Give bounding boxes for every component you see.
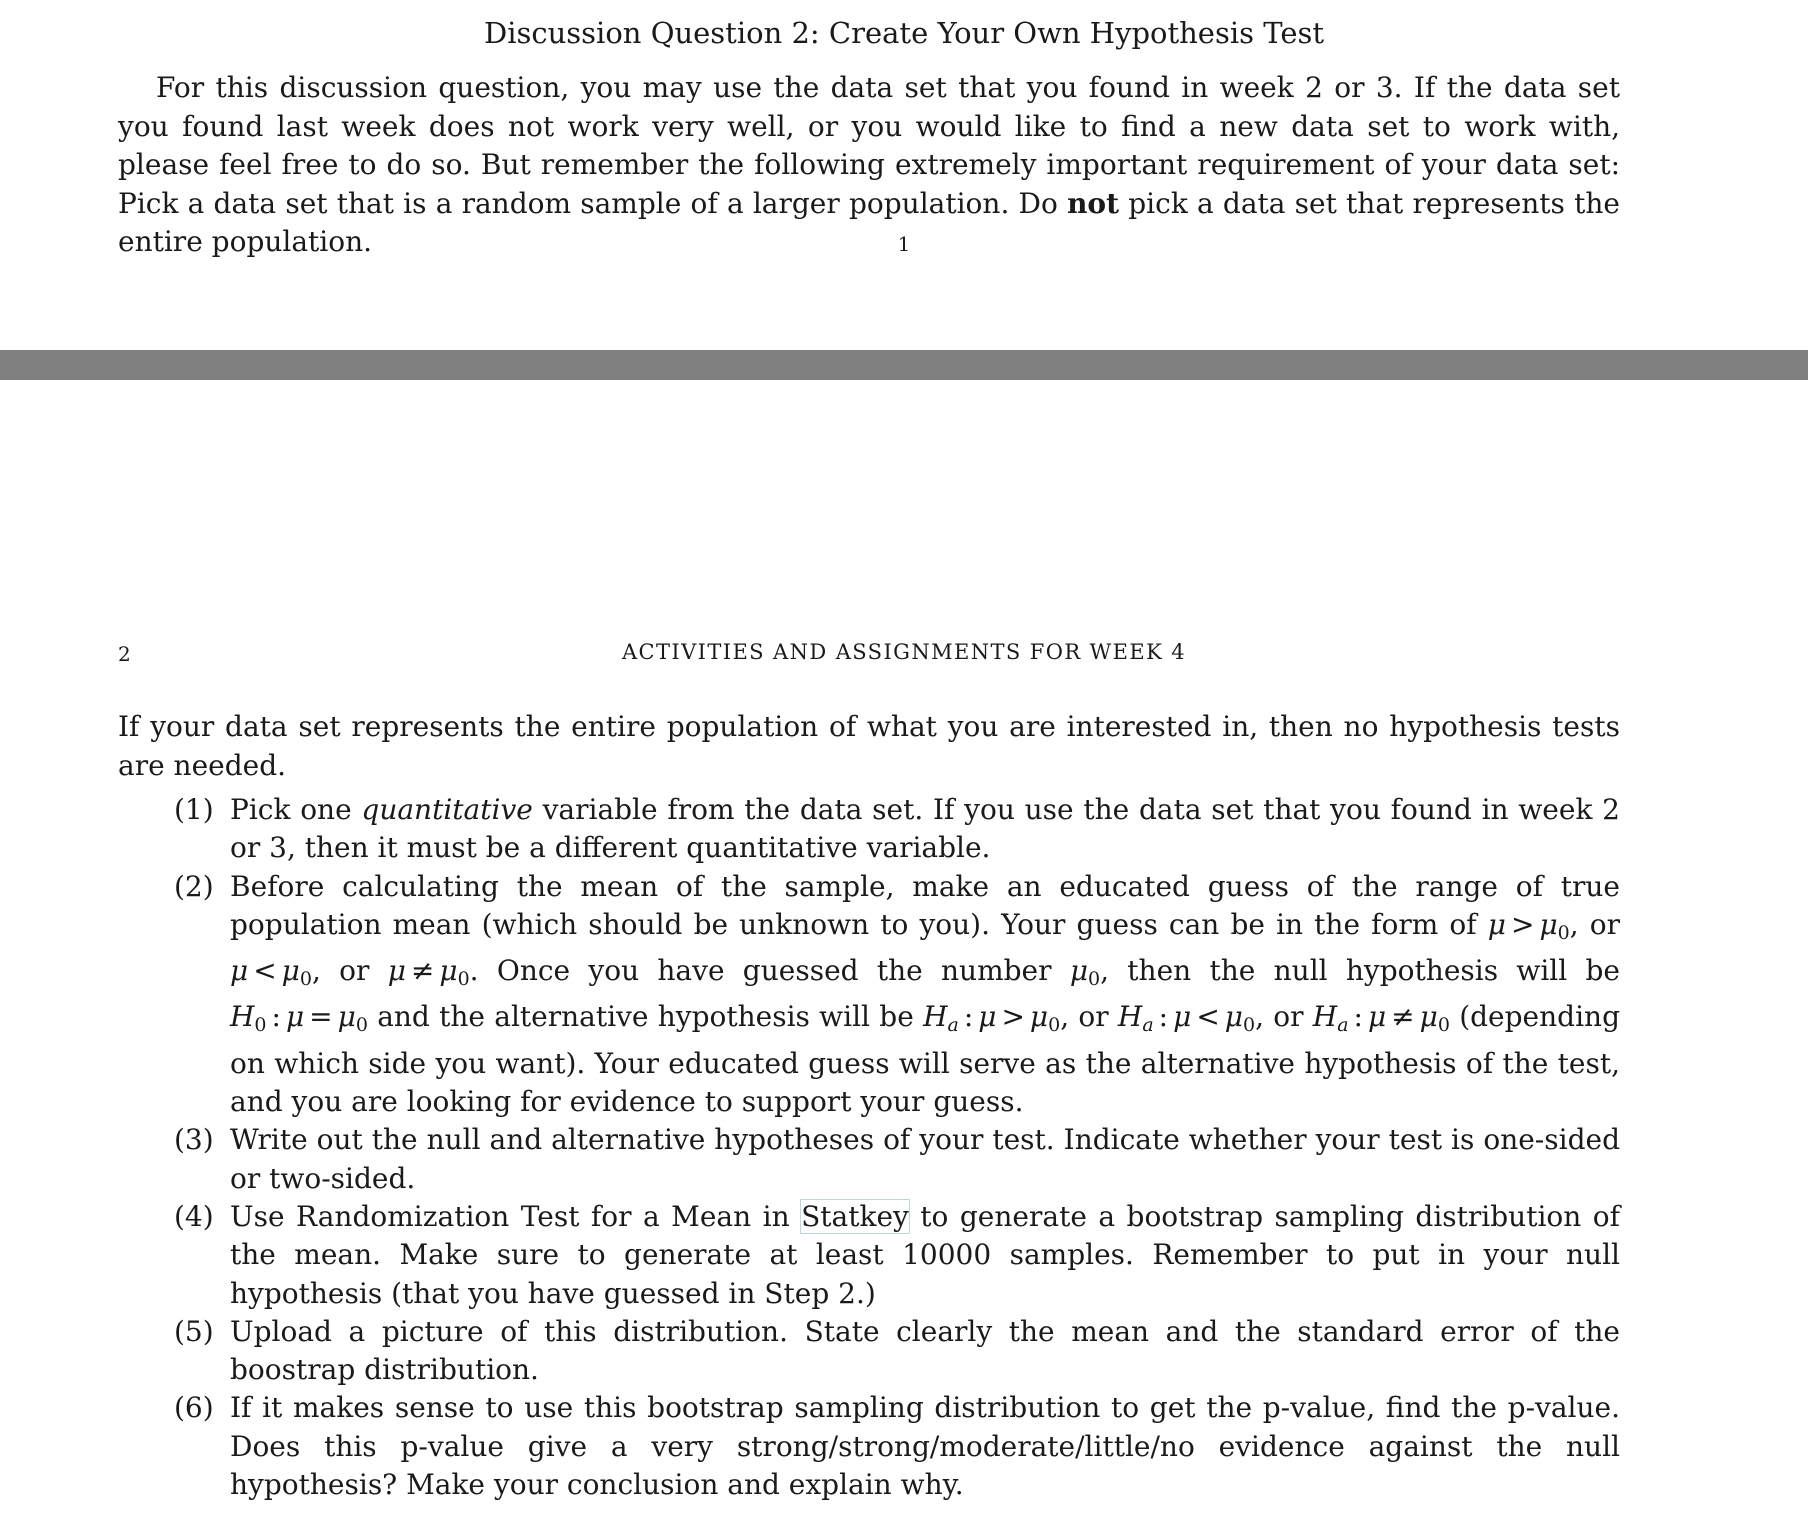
math-mu: μ [1419,1000,1438,1034]
math-sub: 0 [1557,921,1570,944]
page-separator [0,350,1808,380]
math-sub: a [1337,1014,1349,1037]
math-sub: 0 [1437,1014,1450,1037]
intro-text-a: For this discussion question, you may use the data set that you found in week 2 or 3. If the data set you found last week does not work very well, or you would like to find a new data set to work with, please feel free to do so. But remember the following extremely important requirement of your data set: Pick a data set that is a random sample of a larger population. Do [118,71,1620,220]
item-number: (6) [174,1391,214,1425]
item-text: Before calculating the mean of the sample, make an educated guess of the range of true population mean (which should be unknown to you). Your guess can be in the form of [230,869,1620,941]
math-op: : [1353,1000,1363,1034]
statkey-link[interactable]: Statkey [801,1199,909,1233]
math-H: H [1312,1000,1338,1034]
item-number: (4) [174,1199,214,1233]
intro-text-b: pick a data set that represents the entire population. [118,186,1620,258]
list-item [174,1121,1620,1198]
math-sub: a [1142,1014,1154,1037]
math-H: H [230,1000,255,1034]
item-text: , or [311,954,388,988]
math-mu: μ [978,1000,997,1034]
item-text: , or [1569,907,1620,941]
math-H: H [1117,1000,1143,1034]
item-number: (5) [174,1314,214,1348]
page-number-1: 1 [897,232,911,256]
math-sub: 0 [299,968,312,991]
list-item [174,868,1620,1122]
math-sub: 0 [254,1014,267,1037]
list-item [174,1313,1620,1390]
math-mu: μ [1224,1000,1243,1034]
intro-bold-not: not [1067,186,1120,220]
pdf-page-1 [0,0,1808,350]
item-text: , then the null hypothesis will be [1100,954,1620,988]
math-sub: a [947,1014,959,1037]
item-italic-quantitative: quantitative [361,793,533,826]
running-header: ACTIVITIES AND ASSIGNMENTS FOR WEEK 4 [621,640,1187,664]
list-item [174,1389,1620,1504]
item-number: (2) [174,869,214,903]
math-sub: 0 [1242,1014,1256,1037]
item-text: If it makes sense to use this bootstrap sampling distribution to get the p-value, find the p-value. Does this p-value give a very strong/strong/moderate/little/no evidence against the null hypothesis? Make your conclusion and explain why. [230,1391,1620,1502]
math-mu: μ [337,1000,356,1034]
item-text: , or [1060,1000,1118,1034]
item-text: to generate a bootstrap sampling distribution of the mean. Make sure to generate at least 10000 samples. Remember to put in your null hypothesis (that you have guessed in Step 2.) [230,1199,1620,1310]
list-item [174,791,1620,868]
item-text: . Once you have guessed the number [469,954,1070,988]
steps-list [174,791,1620,1504]
math-mu: μ [439,954,458,988]
page-number-2: 2 [118,642,131,666]
math-mu: μ [285,1000,305,1034]
math-op: : [271,1000,281,1034]
math-mu: μ [387,954,406,988]
math-mu: μ [281,954,300,988]
math-op: : [963,1000,974,1034]
math-sub: 0 [355,1014,368,1037]
continuation-paragraph: If your data set represents the entire population of what you are interested in, then no hypothesis tests are needed. [118,710,1620,782]
math-op: > [1510,907,1535,941]
item-number: (1) [174,793,214,826]
item-text: variable from the data set. If you use the data set that you found in week 2 or 3, then it must be a different quantitative variable. [230,793,1620,865]
item-text: Pick one [230,793,362,826]
math-mu: μ [1487,907,1506,941]
math-op: ≠ [410,954,435,988]
math-op: : [1158,1000,1169,1034]
math-op: < [1196,1000,1220,1034]
math-mu: μ [1173,1000,1192,1034]
math-mu: μ [230,954,249,988]
math-op: = [309,1000,333,1034]
math-sub: 0 [1048,1014,1061,1037]
item-text: and the alternative hypothesis will be [367,1000,924,1034]
math-mu: μ [1029,1000,1049,1034]
math-mu: μ [1069,954,1089,988]
math-op: > [1001,1000,1025,1034]
document-title: Discussion Question 2: Create Your Own Hypothesis Test [483,16,1325,50]
math-mu: μ [1367,1000,1387,1034]
item-text: Write out the null and alternative hypotheses of your test. Indicate whether your test is one-sided or two-sided. [230,1123,1620,1195]
item-text: Use Randomization Test for a Mean in [230,1199,802,1233]
math-H: H [923,1000,948,1034]
item-text: , or [1255,1000,1313,1034]
item-text: Upload a picture of this distribution. State clearly the mean and the standard error of the boostrap distribution. [230,1314,1620,1387]
item-number: (3) [174,1123,214,1157]
math-op: ≠ [1391,1000,1415,1034]
item-text: (depending on which side you want). Your educated guess will serve as the alternative hypothesis of the test, and you are looking for evidence to support your guess. [230,1000,1620,1119]
math-mu: μ [1539,907,1558,941]
math-sub: 0 [457,968,470,991]
list-item [174,1198,1620,1313]
math-op: < [253,954,277,988]
pdf-page-2 [0,380,1808,1514]
math-sub: 0 [1088,968,1101,991]
